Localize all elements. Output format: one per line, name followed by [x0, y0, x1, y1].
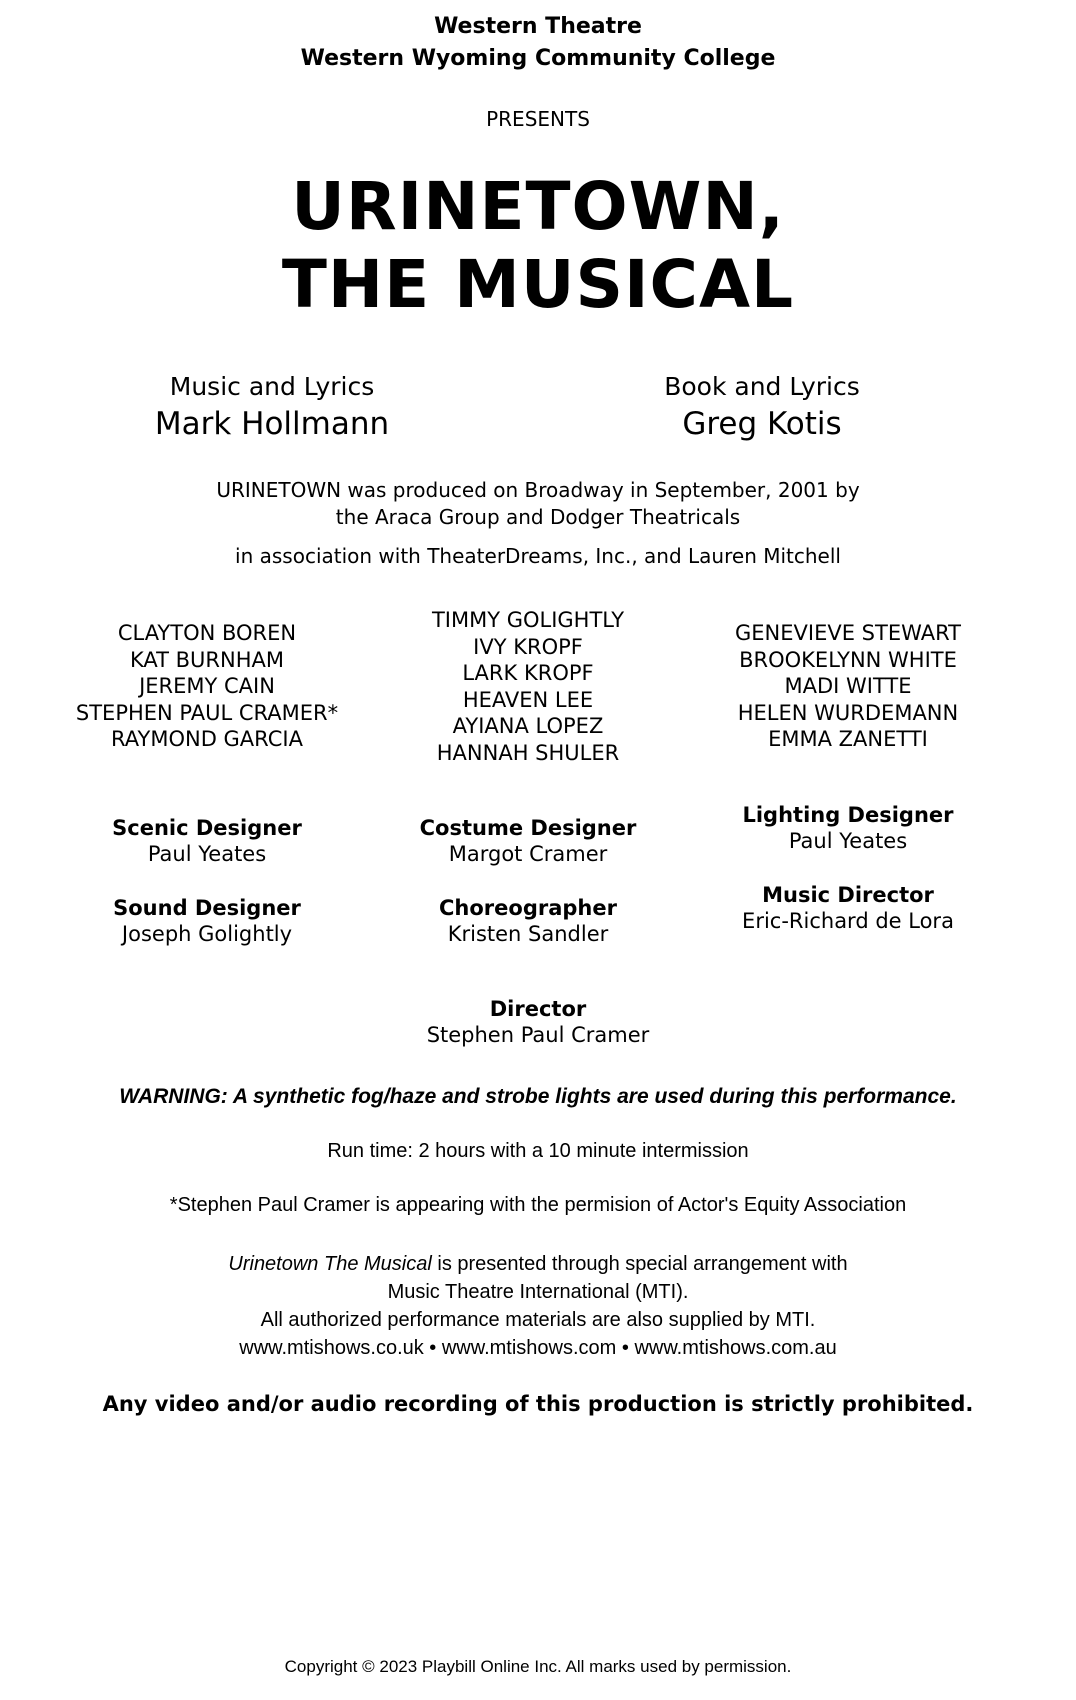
cast-member: MADI WITTE — [784, 674, 912, 698]
creative-name: Kristen Sandler — [447, 922, 609, 946]
licensing-line-1-rest: is presented through special arrangement with — [431, 1253, 848, 1275]
cast-member: CLAYTON BOREN — [117, 621, 297, 645]
licensing-line-3: All authorized performance materials are also supplied by MTI. — [260, 1309, 816, 1331]
music-lyrics-credit — [92, 370, 452, 444]
credit-role: Music and Lyrics — [169, 372, 375, 401]
creative-name: Margot Cramer — [448, 842, 608, 866]
costume-designer-credit — [358, 815, 698, 867]
cast-column-1 — [37, 620, 377, 753]
music-director-credit — [678, 882, 1018, 934]
equity-notice: *Stephen Paul Cramer is appearing with the permision of Actor's Equity Association — [169, 1194, 907, 1216]
creative-role: Choreographer — [439, 896, 617, 920]
runtime-notice: Run time: 2 hours with a 10 minute intermission — [327, 1140, 749, 1162]
cast-member: STEPHEN PAUL CRAMER* — [75, 700, 339, 725]
credit-role: Book and Lyrics — [664, 372, 860, 401]
cast-member: BROOKELYNN WHITE — [739, 647, 957, 672]
show-title-italic: Urinetown The Musical — [228, 1253, 432, 1275]
cast-member: AYIANA LOPEZ — [452, 714, 604, 738]
production-note-line-2: the Araca Group and Dodger Theatricals — [335, 505, 741, 529]
production-note-line-1: URINETOWN was produced on Broadway in September, 2001 by — [216, 478, 860, 502]
credit-name: Mark Hollmann — [154, 406, 390, 442]
book-lyrics-credit — [582, 370, 942, 444]
recording-prohibited-notice: Any video and/or audio recording of this production is strictly prohibited. — [102, 1392, 974, 1416]
cast-member: TIMMY GOLIGHTLY — [431, 608, 625, 632]
scenic-designer-credit — [37, 815, 377, 867]
creative-name: Paul Yeates — [147, 842, 267, 866]
cast-member: JEREMY CAIN — [139, 674, 275, 698]
show-title-line-2: THE MUSICAL — [281, 246, 795, 323]
cast-column-2 — [358, 607, 698, 766]
creative-role: Music Director — [762, 883, 934, 907]
lighting-designer-credit — [678, 802, 1018, 854]
creative-role: Director — [489, 997, 587, 1021]
creative-role: Sound Designer — [113, 896, 301, 920]
credit-name: Greg Kotis — [682, 406, 842, 442]
sound-designer-credit — [37, 895, 377, 947]
cast-member: EMMA ZANETTI — [768, 727, 928, 751]
production-note-line-3: in association with TheaterDreams, Inc., and Lauren Mitchell — [235, 544, 841, 568]
director-credit — [368, 996, 708, 1048]
org-line-1: Western Theatre — [434, 14, 642, 39]
cast-column-3 — [678, 620, 1018, 753]
cast-member: GENEVIEVE STEWART — [735, 621, 961, 645]
creative-role: Scenic Designer — [112, 816, 302, 840]
creative-role: Costume Designer — [419, 816, 637, 840]
licensing-urls: www.mtishows.co.uk • www.mtishows.com • www.mtishows.com.au — [239, 1337, 837, 1359]
choreographer-credit — [358, 895, 698, 947]
creative-name: Joseph Golightly — [121, 922, 293, 946]
presents-label: PRESENTS — [486, 107, 590, 131]
warning-notice: WARNING: A synthetic fog/haze and strobe lights are used during this performance. — [119, 1085, 957, 1108]
creative-name: Stephen Paul Cramer — [426, 1023, 650, 1047]
licensing-notice — [0, 1250, 1076, 1362]
cast-member: HANNAH SHULER — [436, 740, 620, 765]
cast-member: RAYMOND GARCIA — [111, 727, 303, 751]
creative-role: Lighting Designer — [742, 803, 954, 827]
show-title-line-1: URINETOWN, — [291, 168, 785, 245]
org-line-2: Western Wyoming Community College — [300, 46, 776, 71]
licensing-line-2: Music Theatre International (MTI). — [387, 1281, 689, 1303]
cast-member: HELEN WURDEMANN — [737, 700, 959, 725]
licensing-line-1 — [0, 1250, 1076, 1278]
creative-name: Paul Yeates — [788, 829, 908, 853]
cast-member: KAT BURNHAM — [130, 647, 284, 672]
cast-member: IVY KROPF — [473, 634, 583, 659]
cast-member: HEAVEN LEE — [462, 687, 594, 712]
copyright-footer: Copyright © 2023 Playbill Online Inc. All marks used by permission. — [284, 1657, 792, 1676]
creative-name: Eric-Richard de Lora — [742, 909, 954, 933]
cast-member: LARK KROPF — [462, 661, 594, 685]
